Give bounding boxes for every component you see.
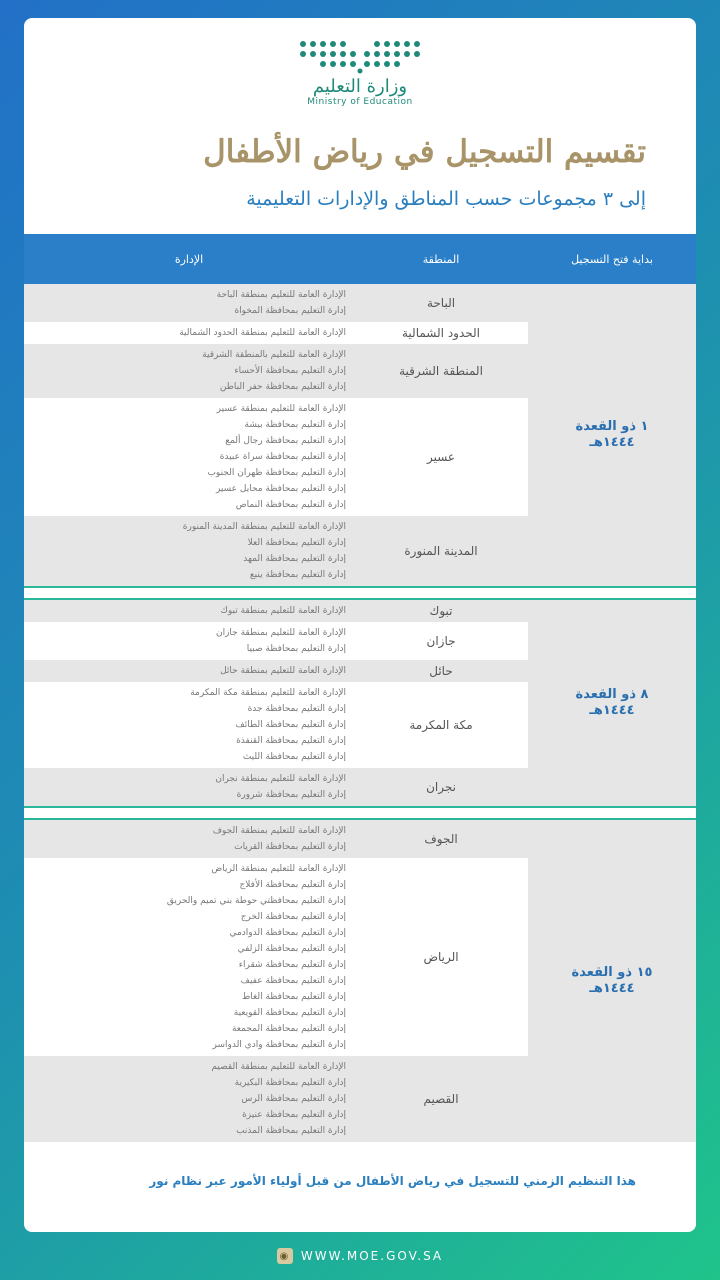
registration-group <box>24 600 696 806</box>
admin-line: إدارة التعليم بمحافظة عفيف <box>240 976 346 986</box>
admin-line: إدارة التعليم بمحافظة الأفلاج <box>239 880 346 890</box>
table-row <box>24 622 528 660</box>
group-start-date <box>528 600 696 806</box>
logo-arabic-text: وزارة التعليم <box>312 76 408 97</box>
admin-line: إدارة التعليم بمحافظة القريات <box>234 842 346 852</box>
admin-line: إدارة التعليم بمحافظة رجال ألمع <box>225 436 346 446</box>
admin-line: إدارة التعليم بمحافظة عنيزة <box>242 1110 346 1120</box>
region-cell: الحدود الشمالية <box>402 326 480 340</box>
date-line: ١٤٤٤هـ <box>589 981 635 996</box>
admin-line: الإدارة العامة للتعليم بمنطقة جازان <box>215 628 346 638</box>
date-line: ١٥ ذو القعدة <box>571 965 653 980</box>
admin-line: إدارة التعليم بمحافظة الأحساء <box>234 366 346 376</box>
page-title: تقسيم التسجيل في رياض الأطفال <box>203 134 646 170</box>
admin-cell <box>24 344 354 398</box>
admin-line: الإدارة العامة للتعليم بمنطقة القصيم <box>211 1062 346 1072</box>
admin-line: إدارة التعليم بمحافظة شرورة <box>236 790 346 800</box>
admin-line: إدارة التعليم بمحافظة بيشة <box>244 420 346 430</box>
region-cell: جازان <box>426 634 456 648</box>
admin-line: إدارة التعليم بمحافظة الدوادمي <box>229 928 346 938</box>
table-header <box>24 234 696 284</box>
admin-cell <box>24 858 354 1056</box>
admin-cell <box>24 622 354 660</box>
registration-group <box>24 820 696 1142</box>
region-cell: الجوف <box>424 832 458 846</box>
admin-line: إدارة التعليم بمحافظة القويعية <box>233 1008 346 1018</box>
admin-line: إدارة التعليم بمحافظة الليث <box>242 752 346 762</box>
admin-line: إدارة التعليم بمحافظة ظهران الجنوب <box>207 468 346 478</box>
poster-card <box>24 18 696 1232</box>
admin-line: إدارة التعليم بمحافظة العلا <box>247 538 346 548</box>
region-cell: الباحة <box>426 296 456 310</box>
admin-line: الإدارة العامة للتعليم بمنطقة تبوك <box>220 606 346 616</box>
date-line: ١٤٤٤هـ <box>589 703 635 718</box>
admin-line: إدارة التعليم بمحافظة الزلفي <box>237 944 346 954</box>
admin-cell <box>24 284 354 322</box>
admin-line: إدارة التعليم بمحافظة ينبع <box>249 570 346 580</box>
registration-table <box>24 234 696 1142</box>
region-cell: تبوك <box>429 604 453 618</box>
group-separator <box>24 806 696 820</box>
website-line <box>0 1248 720 1264</box>
header-region: المنطقة <box>422 252 460 266</box>
ministry-logo <box>24 38 696 138</box>
admin-line: الإدارة العامة للتعليم بمنطقة نجران <box>215 774 346 784</box>
admin-cell <box>24 516 354 586</box>
registration-group <box>24 284 696 586</box>
web-globe-icon: ◉ <box>277 1248 293 1264</box>
header-date: بداية فتح التسجيل <box>571 252 653 266</box>
region-cell: المنطقة الشرقية <box>399 364 483 378</box>
group-start-date <box>528 284 696 586</box>
table-row <box>24 322 528 344</box>
admin-line: إدارة التعليم بمحافظة القنفذة <box>236 736 346 746</box>
table-row <box>24 398 528 516</box>
admin-line: إدارة التعليم بمحافظة شقراء <box>238 960 346 970</box>
admin-line: إدارة التعليم بمحافظة المخواة <box>234 306 346 316</box>
table-row <box>24 1056 528 1142</box>
date-line: ١ ذو القعدة <box>575 419 649 434</box>
table-row <box>24 768 528 806</box>
region-cell: مكة المكرمة <box>409 718 473 732</box>
admin-cell <box>24 600 354 622</box>
admin-line: الإدارة العامة للتعليم بمنطقة الباحة <box>216 290 346 300</box>
region-cell: نجران <box>426 780 456 794</box>
date-line: ٨ ذو القعدة <box>575 687 649 702</box>
admin-line: إدارة التعليم بمحافظة الرس <box>241 1094 346 1104</box>
table-row <box>24 284 528 322</box>
website-link[interactable]: WWW.MOE.GOV.SA <box>300 1249 444 1263</box>
admin-cell <box>24 820 354 858</box>
admin-line: الإدارة العامة للتعليم بالمنطقة الشرقية <box>202 350 346 360</box>
dots-logo-icon <box>295 38 425 74</box>
region-cell: عسير <box>426 450 456 464</box>
table-body <box>24 284 696 1142</box>
admin-line: الإدارة العامة للتعليم بمنطقة عسير <box>216 404 346 414</box>
admin-cell <box>24 1056 354 1142</box>
group-separator <box>24 586 696 600</box>
admin-line: الإدارة العامة للتعليم بمنطقة حائل <box>220 666 346 676</box>
admin-line: إدارة التعليم بمحافظة المهد <box>243 554 346 564</box>
table-row <box>24 516 528 586</box>
admin-line: إدارة التعليم بمحافظة المجمعة <box>231 1024 346 1034</box>
region-cell: حائل <box>429 664 453 678</box>
region-cell: القصيم <box>423 1092 459 1106</box>
admin-line: الإدارة العامة للتعليم بمنطقة الحدود الشمالية <box>179 328 346 338</box>
admin-line: إدارة التعليم بمحافظة الطائف <box>235 720 346 730</box>
date-line: ١٤٤٤هـ <box>589 435 635 450</box>
admin-line: إدارة التعليم بمحافظتي حوطة بني تميم والحريق <box>166 896 346 906</box>
table-row <box>24 600 528 622</box>
admin-cell <box>24 682 354 768</box>
admin-line: إدارة التعليم بمحافظة سراة عبيدة <box>219 452 346 462</box>
table-row <box>24 660 528 682</box>
admin-line: إدارة التعليم بمحافظة جدة <box>247 704 346 714</box>
header-admin: الإدارة <box>174 252 204 266</box>
table-row <box>24 858 528 1056</box>
group-start-date <box>528 820 696 1142</box>
admin-line: إدارة التعليم بمحافظة حفر الباطن <box>219 382 346 392</box>
admin-line: إدارة التعليم بمحافظة الغاط <box>241 992 346 1002</box>
admin-line: إدارة التعليم بمحافظة محايل عسير <box>215 484 346 494</box>
footer-note: هذا التنظيم الزمني للتسجيل في رياض الأطفال من قبل أولياء الأمور عبر نظام نور <box>149 1174 636 1188</box>
admin-cell <box>24 398 354 516</box>
admin-line: الإدارة العامة للتعليم بمنطقة المدينة المنورة <box>182 522 346 532</box>
admin-cell <box>24 768 354 806</box>
table-row <box>24 682 528 768</box>
page-subtitle: إلى ٣ مجموعات حسب المناطق والإدارات التعليمية <box>246 188 646 210</box>
admin-line: إدارة التعليم بمحافظة البكيرية <box>234 1078 346 1088</box>
admin-line: إدارة التعليم بمحافظة المذنب <box>236 1126 346 1136</box>
table-row <box>24 344 528 398</box>
table-row <box>24 820 528 858</box>
admin-cell <box>24 660 354 682</box>
admin-line: الإدارة العامة للتعليم بمنطقة مكة المكرمة <box>190 688 346 698</box>
admin-line: الإدارة العامة للتعليم بمنطقة الرياض <box>211 864 346 874</box>
logo-english-text: Ministry of Education <box>307 97 413 107</box>
admin-line: إدارة التعليم بمحافظة وادي الدواسر <box>212 1040 346 1050</box>
admin-line: إدارة التعليم بمحافظة النماص <box>235 500 346 510</box>
admin-line: إدارة التعليم بمحافظة صبيا <box>246 644 346 654</box>
admin-line: إدارة التعليم بمحافظة الخرج <box>240 912 346 922</box>
admin-cell <box>24 322 354 344</box>
region-cell: المدينة المنورة <box>404 544 478 558</box>
admin-line: الإدارة العامة للتعليم بمنطقة الجوف <box>212 826 346 836</box>
region-cell: الرياض <box>423 950 459 964</box>
